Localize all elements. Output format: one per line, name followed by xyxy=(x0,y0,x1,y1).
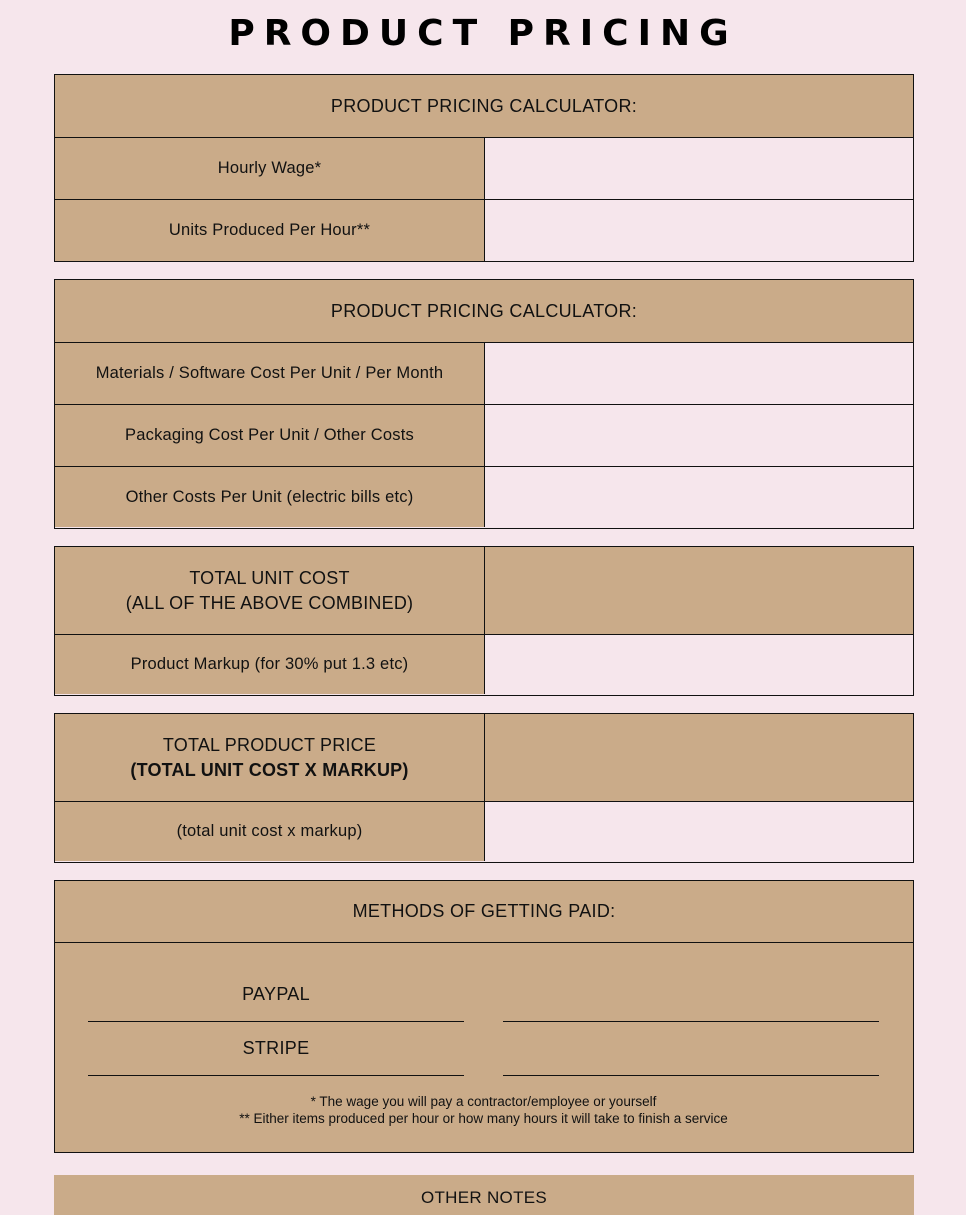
table-row xyxy=(55,635,913,694)
units-per-hour-label: Units Produced Per Hour** xyxy=(55,200,485,261)
table-row xyxy=(55,467,913,527)
section-header: PRODUCT PRICING CALCULATOR: xyxy=(55,280,913,342)
page-title: PRODUCT PRICING xyxy=(228,13,738,54)
table-row xyxy=(55,802,913,861)
other-notes-header: OTHER NOTES xyxy=(54,1175,914,1215)
total-product-price-subtitle: (TOTAL UNIT COST X MARKUP) xyxy=(130,759,409,780)
total-unit-cost-title: TOTAL UNIT COST xyxy=(189,567,350,588)
other-costs-label: Other Costs Per Unit (electric bills etc) xyxy=(55,467,485,527)
price-formula-field[interactable] xyxy=(485,802,913,861)
product-price-table xyxy=(54,713,914,863)
payment-method-paypal: PAYPAL xyxy=(242,984,310,1004)
price-formula-label: (total unit cost x markup) xyxy=(55,802,485,861)
total-product-price-title: TOTAL PRODUCT PRICE xyxy=(162,734,377,755)
table-header-row xyxy=(55,280,913,343)
packaging-cost-label: Packaging Cost Per Unit / Other Costs xyxy=(55,405,485,466)
hourly-wage-label: Hourly Wage* xyxy=(55,138,485,199)
total-product-price-field[interactable] xyxy=(485,714,913,801)
payment-line[interactable] xyxy=(503,1021,879,1022)
total-unit-cost-label xyxy=(55,547,485,634)
table-row xyxy=(55,714,913,802)
total-unit-cost-field[interactable] xyxy=(485,547,913,634)
payment-methods-body xyxy=(55,943,913,1152)
other-costs-field[interactable] xyxy=(485,467,913,527)
footnote-wage: * The wage you will pay a contractor/employee or yourself xyxy=(310,1094,657,1109)
total-unit-cost-subtitle: (ALL OF THE ABOVE COMBINED) xyxy=(125,592,414,613)
unit-cost-table xyxy=(54,546,914,696)
table-header-row xyxy=(55,75,913,138)
wage-calculator-table xyxy=(54,74,914,262)
total-product-price-label xyxy=(55,714,485,801)
payment-method-stripe: STRIPE xyxy=(242,1038,310,1058)
materials-cost-field[interactable] xyxy=(485,343,913,404)
markup-label: Product Markup (for 30% put 1.3 etc) xyxy=(55,635,485,694)
table-row xyxy=(55,200,913,261)
payment-methods-table xyxy=(54,880,914,1153)
hourly-wage-field[interactable] xyxy=(485,138,913,199)
packaging-cost-field[interactable] xyxy=(485,405,913,466)
footnote-units: ** Either items produced per hour or how many hours it will take to finish a service xyxy=(239,1111,728,1126)
table-row xyxy=(55,547,913,635)
markup-field[interactable] xyxy=(485,635,913,694)
payment-line[interactable] xyxy=(88,1075,464,1076)
materials-cost-label: Materials / Software Cost Per Unit / Per Month xyxy=(55,343,485,404)
table-row xyxy=(55,343,913,405)
cost-calculator-table xyxy=(54,279,914,529)
payment-line[interactable] xyxy=(503,1075,879,1076)
table-row xyxy=(55,138,913,200)
section-header: PRODUCT PRICING CALCULATOR: xyxy=(55,75,913,137)
units-per-hour-field[interactable] xyxy=(485,200,913,261)
table-row xyxy=(55,405,913,467)
payment-line[interactable] xyxy=(88,1021,464,1022)
table-header-row xyxy=(55,881,913,943)
section-header: METHODS OF GETTING PAID: xyxy=(55,881,913,942)
